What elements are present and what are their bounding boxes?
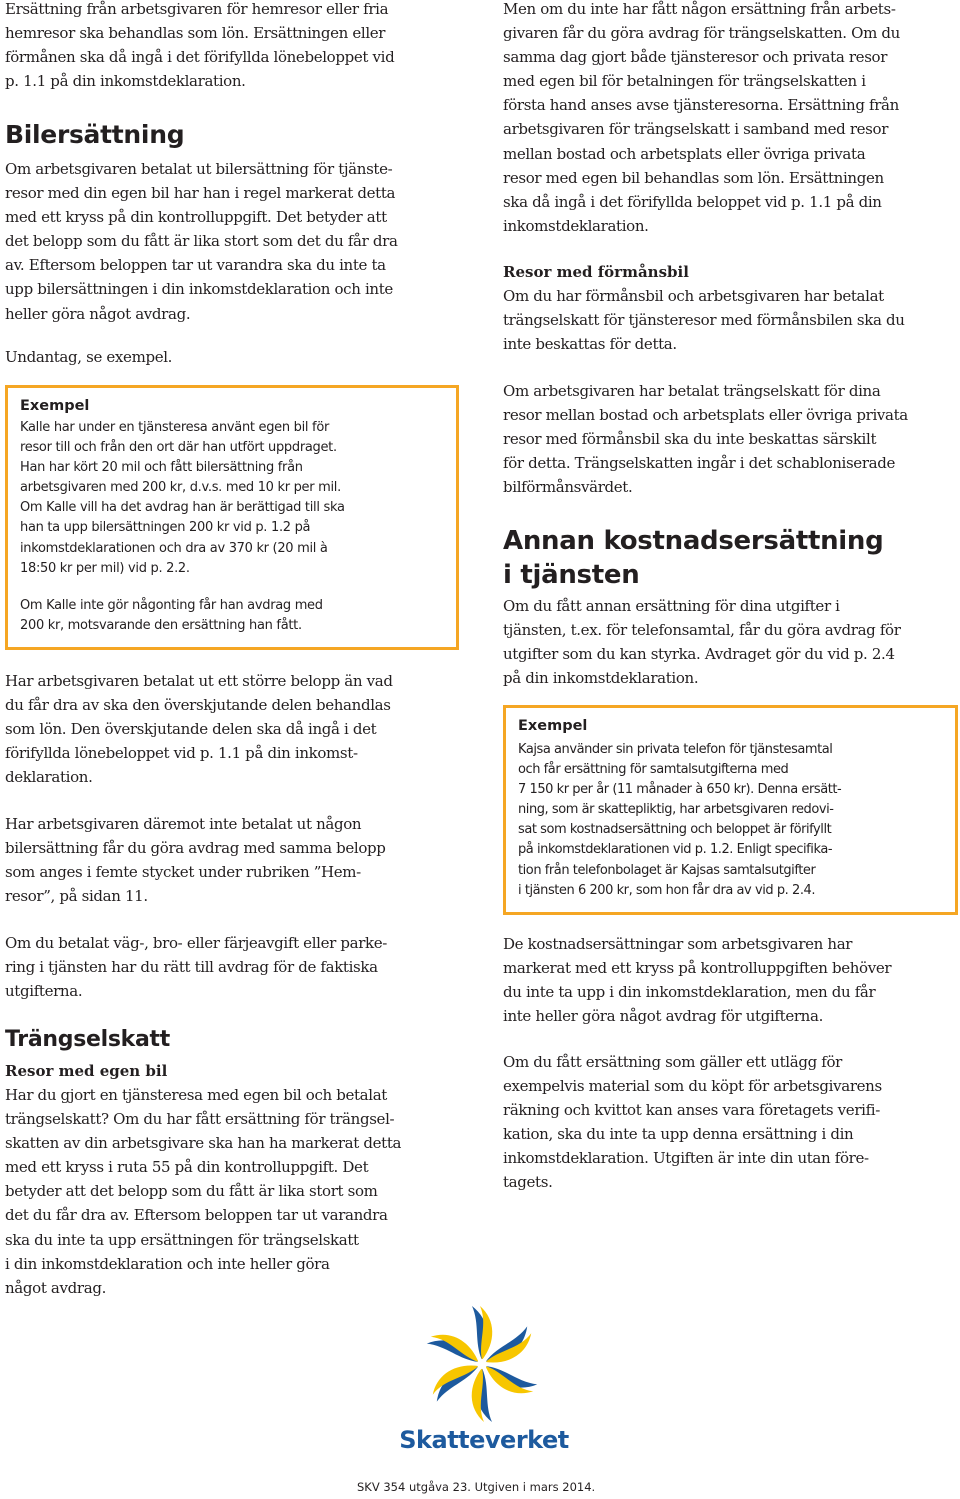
text-line: förmånen ska då ingå i det förifyllda lönebeloppet vid [5, 48, 395, 67]
text-line: Har arbetsgivaren betalat ut ett större belopp än vad [5, 672, 393, 690]
text-line: Ersättning från arbetsgivaren för hemresor eller fria [5, 0, 389, 18]
text-line: givaren får du göra avdrag för trängselskatten. Om du [503, 24, 900, 43]
text-line: Om du fått annan ersättning för dina utgifter i [503, 597, 840, 615]
text-line: resor med förmånsbil ska du inte beskattas särskilt [503, 430, 877, 449]
text-line: Om du har förmånsbil och arbetsgivaren har betalat [503, 287, 884, 305]
daremot-paragraph [5, 812, 386, 908]
text-line: tagets. [503, 1173, 553, 1192]
text-line: ring i tjänsten har du rätt till avdrag för de faktiska [5, 958, 378, 977]
text-line: räkning och kvittot kan anses vara företagets verifi- [503, 1101, 880, 1120]
text-line: skatten av din arbetsgivare ska han ha markerat detta [5, 1134, 402, 1153]
text-line: i tjänsten [503, 560, 640, 590]
egen-bil-subheading: Resor med egen bil [5, 1062, 168, 1080]
text-line: något avdrag. [5, 1278, 106, 1297]
text-line: med ett kryss på din kontrolluppgift. Det betyder att [5, 208, 387, 227]
text-line: Om du fått ersättning som gäller ett utlägg för [503, 1053, 842, 1071]
text-line: på inkomstdeklarationen vid p. 1.2. Enligt specifika- [518, 842, 833, 858]
text-line: i tjänsten 6 200 kr, som hon får dra av vid p. 2.4. [518, 882, 816, 898]
example-box-bil [5, 385, 459, 650]
text-line: Har arbetsgivaren däremot inte betalat ut någon [5, 815, 362, 833]
text-line: Om arbetsgivaren betalat ut bilersättning för tjänste- [5, 160, 393, 178]
text-line: upp bilersättningen i din inkomstdeklaration och inte [5, 280, 393, 299]
trangsel-ersattning-paragraph [503, 0, 900, 238]
text-line: Kajsa använder sin privata telefon för tjänstesamtal [518, 742, 833, 757]
text-line: kation, ska du inte ta upp denna ersättning i din [503, 1125, 854, 1144]
skatteverket-logo [394, 1302, 574, 1472]
egen-bil-paragraph [5, 1083, 401, 1300]
text-line: Annan kostnadsersättning [503, 526, 884, 556]
text-line: Kalle har under en tjänsteresa använt egen bil för [20, 420, 330, 435]
text-line: p. 1.1 på din inkomstdeklaration. [5, 72, 246, 91]
text-line: Han har kört 20 mil och fått bilersättning från [20, 460, 303, 476]
text-line: sat som kostnadsersättning och beloppet är förifyllt [518, 822, 832, 838]
text-line: resor med din egen bil har han i regel markerat detta [5, 184, 396, 203]
text-line: samma dag gjort både tjänsteresor och privata resor [503, 48, 888, 67]
annan-kostnad-heading [503, 524, 883, 592]
text-line: 7 150 kr per år (11 månader à 650 kr). Denna ersätt- [518, 782, 842, 798]
text-line: tjänsten, t.ex. för telefonsamtal, får du göra avdrag för [503, 621, 901, 640]
text-line: resor”, på sidan 11. [5, 887, 148, 906]
annan-kostnad-paragraph [503, 594, 901, 690]
example-text [518, 740, 943, 901]
text-line: inte beskattas för detta. [503, 335, 677, 354]
text-line: Om arbetsgivaren har betalat trängselskatt för dina [503, 382, 881, 400]
trangselskatt-heading: Trängselskatt [5, 1027, 170, 1052]
storre-belopp-paragraph [5, 669, 393, 789]
example-text-b [20, 596, 444, 636]
text-line: arbetsgivaren med 200 kr, d.v.s. med 10 kr per mil. [20, 480, 341, 496]
logo-emblem-icon [394, 1302, 574, 1426]
example-text-a [20, 418, 444, 579]
formansbil-paragraph [503, 284, 905, 356]
example-title: Exempel [20, 398, 90, 414]
text-line: Om du betalat väg-, bro- eller färjeavgift eller parke- [5, 934, 388, 952]
text-line: inkomstdeklaration. Utgiften är inte din utan före- [503, 1149, 869, 1168]
text-line: resor till och från den ort där han utfört uppdraget. [20, 440, 337, 456]
text-line: du får dra av ska den överskjutande delen behandlas [5, 696, 391, 715]
logo-wordmark: Skatteverket [399, 1426, 569, 1454]
text-line: Om Kalle vill ha det avdrag han är berättigad till ska [20, 500, 345, 516]
text-line: Har du gjort en tjänsteresa med egen bil och betalat [5, 1086, 387, 1104]
text-line: ska då ingå i det förifyllda beloppet vid p. 1.1 på din [503, 192, 882, 211]
text-line: ska du inte ta upp ersättningen för trängselskatt [5, 1230, 359, 1249]
text-line: trängselskatt? Om du har fått ersättning för trängsel- [5, 1110, 395, 1129]
text-line: betyder att det belopp som du fått är lika stort som [5, 1182, 378, 1201]
text-line: som anges i femte stycket under rubriken ”Hem- [5, 863, 361, 882]
text-line: utgifter som du kan styrka. Avdraget gör du vid p. 2.4 [503, 645, 895, 664]
text-line: heller göra något avdrag. [5, 304, 191, 323]
bilformansvarde-paragraph [503, 379, 908, 499]
text-line: för detta. Trängselskatten ingår i det schabloniserade [503, 454, 896, 473]
text-line: 18:50 kr per mil) vid p. 2.2. [20, 560, 190, 576]
text-line: inte heller göra något avdrag för utgifterna. [503, 1007, 823, 1026]
kostnadsersattningar-paragraph [503, 932, 891, 1028]
text-line: exempelvis material som du köpt för arbetsgivarens [503, 1077, 882, 1096]
utlagg-paragraph [503, 1050, 882, 1195]
text-line: och får ersättning för samtalsutgifterna med [518, 762, 789, 778]
intro-paragraph [5, 0, 394, 93]
text-line: mellan bostad och arbetsplats eller övriga privata [503, 144, 866, 163]
bilersattning-heading: Bilersättning [5, 120, 185, 149]
formansbil-subheading: Resor med förmånsbil [503, 263, 689, 281]
undantag-text: Undantag, se exempel. [5, 348, 173, 366]
text-line: resor mellan bostad och arbetsplats eller övriga privata [503, 406, 908, 425]
text-line: på din inkomstdeklaration. [503, 669, 699, 688]
text-line: det du får dra av. Eftersom beloppen tar ut varandra [5, 1206, 388, 1225]
avgift-paragraph [5, 931, 387, 1003]
footer-publication-info: SKV 354 utgåva 23. Utgiven i mars 2014. [357, 1480, 596, 1494]
text-line: inkomstdeklaration. [503, 216, 649, 235]
text-line: som lön. Den överskjutande delen ska då ingå i det [5, 720, 377, 739]
text-line: utgifterna. [5, 982, 83, 1001]
text-line: med egen bil för betalningen för trängselskatten i [503, 72, 866, 91]
text-line: det belopp som du fått är lika stort som det du får dra [5, 232, 398, 251]
text-line: markerat med ett kryss på kontrolluppgiften behöver [503, 959, 892, 978]
example-box-telefon [503, 705, 958, 915]
text-line: ning, som är skattepliktig, har arbetsgivaren redovi- [518, 802, 834, 818]
text-line: i din inkomstdeklaration och inte heller göra [5, 1254, 330, 1273]
text-line: deklaration. [5, 768, 93, 787]
text-line: bilersättning får du göra avdrag med samma belopp [5, 839, 386, 858]
text-line: första hand anses avse tjänsteresorna. Ersättning från [503, 96, 899, 115]
text-line: han ta upp bilersättningen 200 kr vid p. 1.2 på [20, 520, 311, 536]
text-line: Om Kalle inte gör någonting får han avdrag med [20, 597, 323, 613]
text-line: arbetsgivaren för trängselskatt i samband med resor [503, 120, 889, 139]
text-line: 200 kr, motsvarande den ersättning han fått. [20, 617, 302, 633]
text-line: De kostnadsersättningar som arbetsgivaren har [503, 935, 853, 953]
text-line: hemresor ska behandlas som lön. Ersättningen eller [5, 24, 386, 43]
text-line: Men om du inte har fått någon ersättning från arbets- [503, 0, 896, 18]
text-line: tion från telefonbolaget är Kajsas samtalsutgifter [518, 862, 816, 878]
text-line: resor med egen bil behandlas som lön. Ersättningen [503, 168, 884, 187]
bilersattning-paragraph [5, 157, 398, 326]
text-line: du inte ta upp i din inkomstdeklaration, men du får [503, 983, 876, 1002]
text-line: med ett kryss i ruta 55 på din kontrolluppgift. Det [5, 1158, 369, 1177]
example-title: Exempel [518, 718, 588, 734]
text-line: inkomstdeklarationen och dra av 370 kr (20 mil à [20, 540, 328, 556]
text-line: förifyllda lönebeloppet vid p. 1.1 på din inkomst- [5, 744, 358, 763]
text-line: bilförmånsvärdet. [503, 478, 633, 497]
text-line: trängselskatt för tjänsteresor med förmånsbilen ska du [503, 311, 905, 330]
text-line: av. Eftersom beloppen tar ut varandra ska du inte ta [5, 256, 386, 275]
